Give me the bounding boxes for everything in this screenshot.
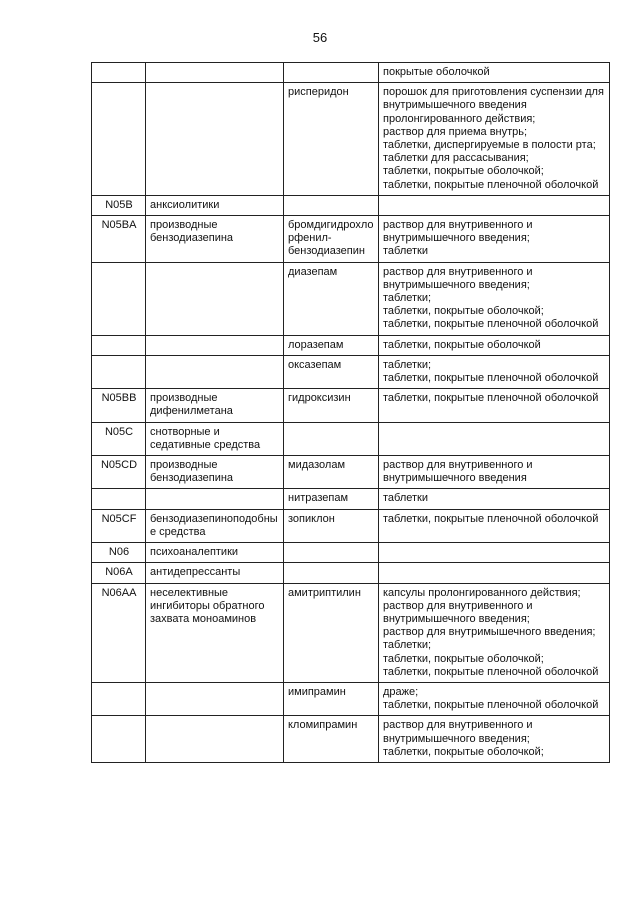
atc-code-cell: N05CF bbox=[92, 509, 146, 542]
dosage-form-line: раствор для внутривенного и внутримышечного введения bbox=[383, 459, 533, 485]
group-name-cell bbox=[146, 489, 284, 509]
table-row bbox=[92, 216, 610, 263]
dosage-form-cell bbox=[379, 195, 610, 215]
group-name-cell bbox=[146, 716, 284, 763]
group-name-cell bbox=[146, 355, 284, 388]
dosage-form-line: таблетки, покрытые оболочкой; bbox=[383, 652, 544, 665]
dosage-form-line: таблетки, покрытые пленочной оболочкой bbox=[383, 392, 599, 405]
drug-name-cell: мидазолам bbox=[284, 456, 379, 489]
atc-code-cell bbox=[92, 83, 146, 196]
atc-code-cell: N05B bbox=[92, 195, 146, 215]
dosage-form-line: раствор для внутривенного и внутримышечного введения; bbox=[383, 265, 533, 291]
dosage-form-line: таблетки, диспергируемые в полости рта; bbox=[383, 139, 596, 152]
atc-code-cell bbox=[92, 335, 146, 355]
dosage-form-cell bbox=[379, 583, 610, 682]
atc-code-cell: N05C bbox=[92, 422, 146, 455]
drug-name-cell bbox=[284, 563, 379, 583]
table-row bbox=[92, 355, 610, 388]
drug-name-cell bbox=[284, 543, 379, 563]
table-row bbox=[92, 489, 610, 509]
group-name-cell: производные дифенилметана bbox=[146, 389, 284, 422]
dosage-form-line: раствор для внутривенного и внутримышечного введения; bbox=[383, 219, 533, 245]
dosage-form-cell bbox=[379, 682, 610, 715]
dosage-form-line: таблетки, покрытые оболочкой; bbox=[383, 165, 544, 178]
page-number: 56 bbox=[312, 30, 328, 45]
dosage-form-line: раствор для внутривенного и внутримышечного введения; bbox=[383, 599, 533, 625]
drug-name-cell: амитриптилин bbox=[284, 583, 379, 682]
dosage-form-line: таблетки для рассасывания; bbox=[383, 152, 529, 165]
group-name-cell bbox=[146, 335, 284, 355]
table-row bbox=[92, 83, 610, 196]
dosage-form-cell bbox=[379, 563, 610, 583]
group-name-cell: производные бензодиазепина bbox=[146, 216, 284, 263]
dosage-form-line: таблетки, покрытые пленочной оболочкой bbox=[383, 512, 599, 525]
dosage-form-line: таблетки, покрытые пленочной оболочкой bbox=[383, 699, 599, 712]
table-row bbox=[92, 63, 610, 83]
dosage-form-line: таблетки; bbox=[383, 358, 432, 371]
atc-code-cell bbox=[92, 716, 146, 763]
atc-code-cell bbox=[92, 682, 146, 715]
dosage-form-line: капсулы пролонгированного действия; bbox=[383, 586, 581, 599]
drug-name-cell: оксазепам bbox=[284, 355, 379, 388]
atc-code-cell bbox=[92, 262, 146, 335]
dosage-form-line: раствор для приема внутрь; bbox=[383, 125, 528, 138]
dosage-form-line: раствор для внутривенного и внутримышечного введения; bbox=[383, 719, 533, 745]
group-name-cell: анксиолитики bbox=[146, 195, 284, 215]
group-name-cell: неселективные ингибиторы обратного захвата моноаминов bbox=[146, 583, 284, 682]
dosage-form-line: драже; bbox=[383, 685, 419, 698]
dosage-form-line: порошок для приготовления суспензии для внутримышечного введения пролонгированного действия; bbox=[383, 86, 604, 125]
dosage-form-line: таблетки bbox=[383, 492, 429, 505]
table-row bbox=[92, 195, 610, 215]
drug-name-cell: зопиклон bbox=[284, 509, 379, 542]
drug-name-cell: кломипрамин bbox=[284, 716, 379, 763]
drug-name-cell: нитразепам bbox=[284, 489, 379, 509]
dosage-form-line: таблетки, покрытые оболочкой bbox=[383, 338, 541, 351]
dosage-form-line: раствор для внутримышечного введения; bbox=[383, 626, 596, 639]
dosage-form-line: таблетки; bbox=[383, 639, 432, 652]
dosage-form-line: таблетки, покрытые пленочной оболочкой bbox=[383, 318, 599, 331]
drug-name-cell: диазепам bbox=[284, 262, 379, 335]
group-name-cell: психоаналептики bbox=[146, 543, 284, 563]
table-row bbox=[92, 422, 610, 455]
atc-code-cell bbox=[92, 355, 146, 388]
atc-code-cell: N06A bbox=[92, 563, 146, 583]
dosage-form-cell bbox=[379, 83, 610, 196]
table-row bbox=[92, 563, 610, 583]
dosage-form-cell bbox=[379, 63, 610, 83]
group-name-cell bbox=[146, 262, 284, 335]
dosage-form-line: таблетки, покрытые пленочной оболочкой bbox=[383, 372, 599, 385]
group-name-cell bbox=[146, 682, 284, 715]
atc-code-cell: N05CD bbox=[92, 456, 146, 489]
drug-name-cell: бромдигидрохлорфенил-бензодиазепин bbox=[284, 216, 379, 263]
drug-name-cell: имипрамин bbox=[284, 682, 379, 715]
drug-name-cell bbox=[284, 195, 379, 215]
dosage-form-cell bbox=[379, 716, 610, 763]
dosage-form-line: таблетки, покрытые оболочкой; bbox=[383, 305, 544, 318]
dosage-form-cell bbox=[379, 335, 610, 355]
dosage-form-line: покрытые оболочкой bbox=[383, 66, 490, 78]
table-row bbox=[92, 543, 610, 563]
dosage-form-cell bbox=[379, 422, 610, 455]
group-name-cell bbox=[146, 83, 284, 196]
dosage-form-cell bbox=[379, 389, 610, 422]
group-name-cell: производные бензодиазепина bbox=[146, 456, 284, 489]
dosage-form-cell bbox=[379, 543, 610, 563]
dosage-form-cell bbox=[379, 509, 610, 542]
drug-name-cell bbox=[284, 422, 379, 455]
atc-code-cell: N06 bbox=[92, 543, 146, 563]
table-row bbox=[92, 583, 610, 682]
table-row bbox=[92, 335, 610, 355]
dosage-form-cell bbox=[379, 216, 610, 263]
table-row bbox=[92, 456, 610, 489]
dosage-form-line: таблетки, покрытые пленочной оболочкой bbox=[383, 665, 599, 678]
dosage-form-cell bbox=[379, 262, 610, 335]
drug-name-cell: лоразепам bbox=[284, 335, 379, 355]
dosage-form-cell bbox=[379, 355, 610, 388]
table-body bbox=[92, 63, 610, 763]
table-row bbox=[92, 509, 610, 542]
atc-code-cell: N05BB bbox=[92, 389, 146, 422]
dosage-form-line: таблетки bbox=[383, 245, 429, 258]
dosage-form-cell bbox=[379, 489, 610, 509]
table-row bbox=[92, 682, 610, 715]
dosage-form-line: таблетки, покрытые оболочкой; bbox=[383, 745, 544, 758]
atc-code-cell: N05BA bbox=[92, 216, 146, 263]
drug-name-cell bbox=[284, 63, 379, 83]
atc-code-cell: N06AA bbox=[92, 583, 146, 682]
atc-code-cell bbox=[92, 489, 146, 509]
drug-name-cell: гидроксизин bbox=[284, 389, 379, 422]
group-name-cell: снотворные и седативные средства bbox=[146, 422, 284, 455]
table-row bbox=[92, 389, 610, 422]
group-name-cell bbox=[146, 63, 284, 83]
table-row bbox=[92, 262, 610, 335]
group-name-cell: антидепрессанты bbox=[146, 563, 284, 583]
drug-name-cell: рисперидон bbox=[284, 83, 379, 196]
drug-table bbox=[91, 62, 610, 763]
dosage-form-line: таблетки; bbox=[383, 292, 432, 305]
dosage-form-line: таблетки, покрытые пленочной оболочкой bbox=[383, 178, 599, 191]
group-name-cell: бензодиазепиноподобные средства bbox=[146, 509, 284, 542]
table-row bbox=[92, 716, 610, 763]
dosage-form-cell bbox=[379, 456, 610, 489]
atc-code-cell bbox=[92, 63, 146, 83]
